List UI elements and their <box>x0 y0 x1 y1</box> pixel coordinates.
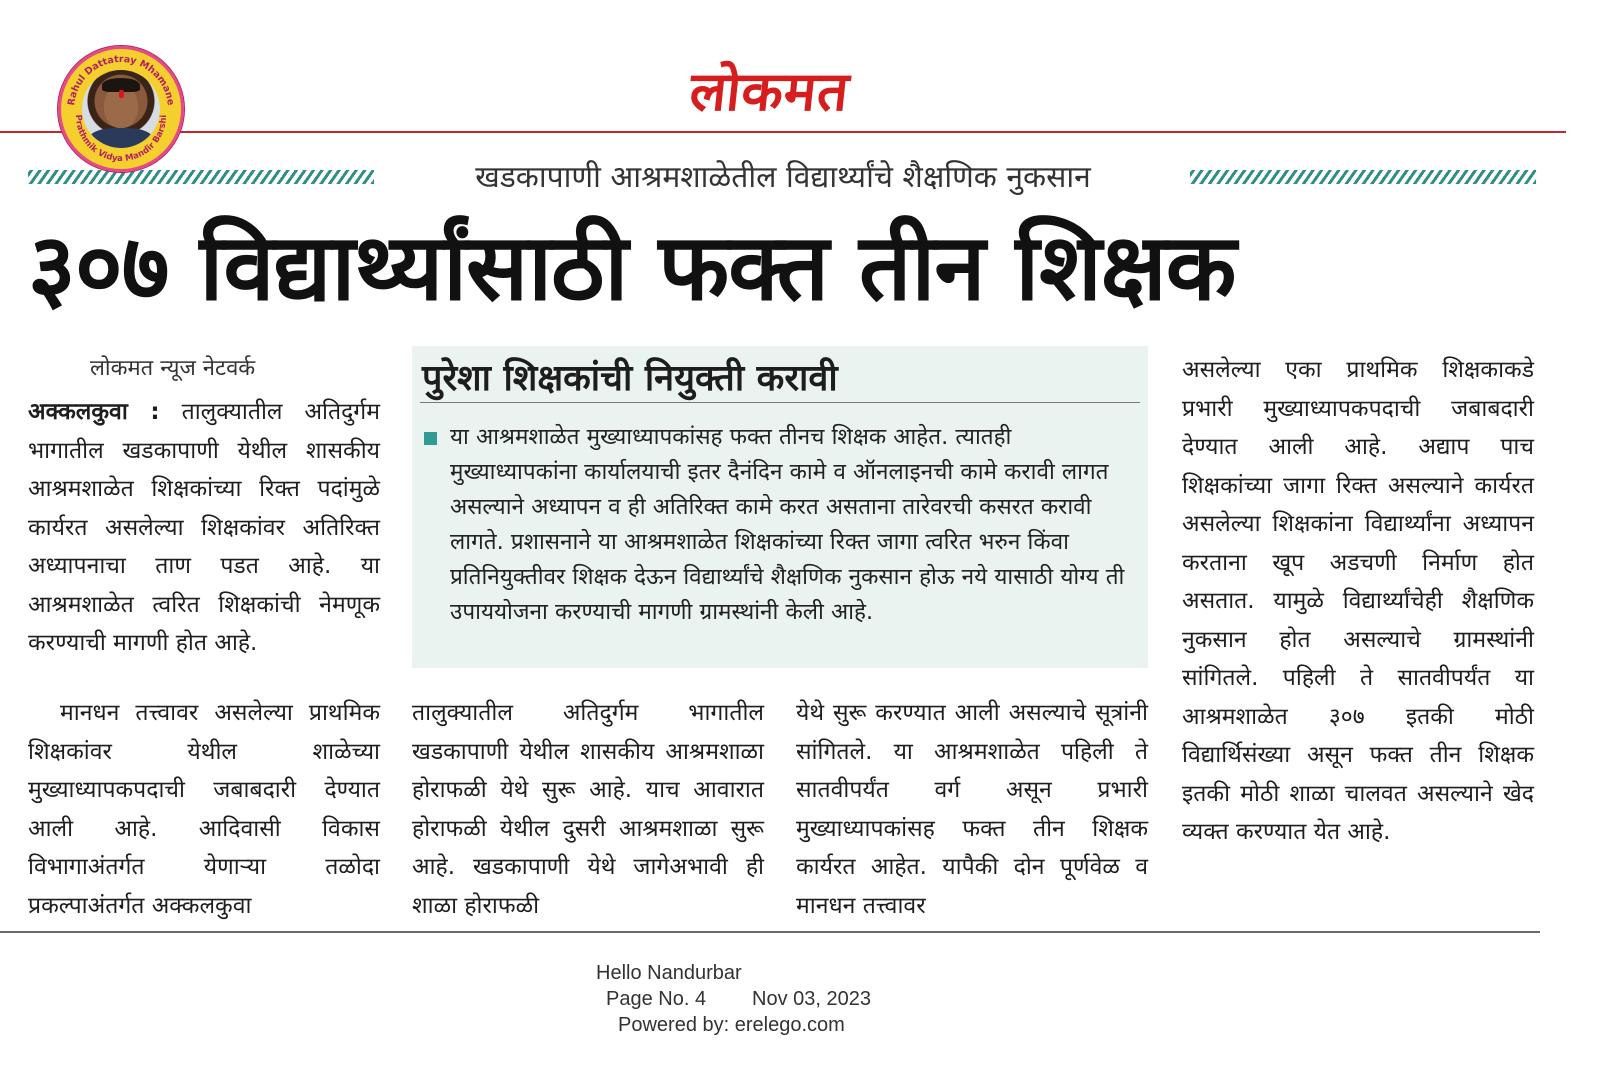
column-1-paragraph-1 <box>28 393 380 663</box>
article-kicker: खडकापाणी आश्रमशाळेतील विद्यार्थ्यांचे शैक्षणिक नुकसान <box>475 160 1091 195</box>
badge-school-arc: Prathmik Vidya Mandir Barshi <box>72 114 170 165</box>
column-1-text-2: मानधन तत्त्वावर असलेल्या प्राथमिक शिक्षकांवर येथील शाळेच्या मुख्याध्यापकपदाची जबाबदारी देण्यात आली आहे. आदिवासी विकास विभागाअंतर्गत येणाऱ्या तळोदा प्रकल्पाअंतर्गत अक्कलकुवा <box>28 700 380 919</box>
footer-date: Nov 03, 2023 <box>752 988 871 1010</box>
column-4: असलेल्या एका प्राथमिक शिक्षकाकडे प्रभारी मुख्याध्यापकपदाची जबाबदारी देण्यात आली आहे. अद्याप पाच शिक्षकांच्या जागा रिक्त असल्याने कार्यरत असलेल्या शिक्षकांना विद्यार्थ्यांना अध्यापन करताना खूप अडचणी निर्माण होत असतात. यामुळे विद्यार्थ्यांचेही शैक्षणिक नुकसान होत असल्याचे ग्रामस्थांनी सांगितले. पहिली ते सातवीपर्यंत या आश्रमशाळेत ३०७ इतकी मोठी विद्यार्थिसंख्या असून फक्त तीन शिक्षक इतकी मोठी शाळा चालवत असल्याने खेद व्यक्त करण्यात येत आहे. <box>1182 357 1534 845</box>
dateline: अक्कलकुवा : <box>28 399 160 425</box>
article-headline: ३०७ विद्यार्थ्यांसाठी फक्त तीन शिक्षक <box>28 214 1236 321</box>
bullet-square-icon <box>424 432 437 445</box>
svg-text:Prathmik Vidya Mandir Barshi <box>73 115 169 165</box>
column-1-paragraph-2 <box>28 694 380 925</box>
svg-text:Rahul Dattatray Mhamane <box>66 54 176 106</box>
byline: लोकमत न्यूज नेटवर्क <box>90 356 256 381</box>
sidebar-text: या आश्रमशाळेत मुख्याध्यापकांसह फक्त तीनच शिक्षक आहेत. त्यातही मुख्याध्यापकांना कार्यालयाची इतर दैनंदिन कामे व ऑनलाइनची कामे करावी लागत असल्याने अध्यापन व ही अतिरिक्त कामे करत असताना तारेवरची कसरत करावी लागते. प्रशासनाने या आश्रमशाळेत शिक्षकांच्या रिक्त जागा त्वरित भरुन किंवा प्रतिनियुक्तीवर शिक्षक देऊन विद्यार्थ्यांचे शैक्षणिक नुकसान होऊ नये यासाठी योग्य ती उपाययोजना करण्याची मागणी ग्रामस्थांनी केली आहे. <box>450 424 1125 625</box>
footer-rule <box>0 931 1540 933</box>
footer-edition: Hello Nandurbar <box>596 962 742 984</box>
kicker-hatch-left <box>28 170 374 184</box>
footer-page-number: Page No. 4 <box>606 988 707 1010</box>
sidebar-title: पुरेशा शिक्षकांची नियुक्ती करावी <box>422 358 838 399</box>
sidebar-rule <box>420 402 1140 403</box>
lokmat-logo: लोकमत <box>686 60 853 123</box>
sidebar-box <box>412 346 1148 668</box>
badge-name-arc: Rahul Dattatray Mhamane <box>66 53 176 107</box>
kicker-hatch-right <box>1190 170 1536 184</box>
column-2: तालुक्यातील अतिदुर्गम भागातील खडकापाणी येथील शासकीय आश्रमशाळा होराफळी येथे सुरू आहे. याच आवारात होराफळी येथील दुसरी आश्रमशाळा सुरू आहे. खडकापाणी येथे जागेअभावी ही शाळा होराफळी <box>412 700 764 919</box>
footer-powered-by[interactable]: Powered by: erelego.com <box>618 1014 845 1036</box>
masthead-rule <box>0 131 1566 133</box>
column-3: येथे सुरू करण्यात आली असल्याचे सूत्रांनी सांगितले. या आश्रमशाळेत पहिली ते सातवीपर्यंत वर्ग असून प्रभारी मुख्याध्यापकांसह फक्त तीन शिक्षक कार्यरत आहेत. यापैकी दोन पूर्णवेळ व मानधन तत्त्वावर <box>796 700 1148 919</box>
column-1-text-1: तालुक्यातील अतिदुर्गम भागातील खडकापाणी येथील शासकीय आश्रमशाळेत शिक्षकांच्या रिक्त पदांमुळे कार्यरत असलेल्या शिक्षकांवर अतिरिक्त अध्यापनाचा ताण पडत आहे. या आश्रमशाळेत त्वरित शिक्षकांची नेमणूक करण्याची मागणी होत आहे. <box>28 399 381 656</box>
author-badge <box>58 46 184 172</box>
badge-text-ring <box>58 46 184 172</box>
